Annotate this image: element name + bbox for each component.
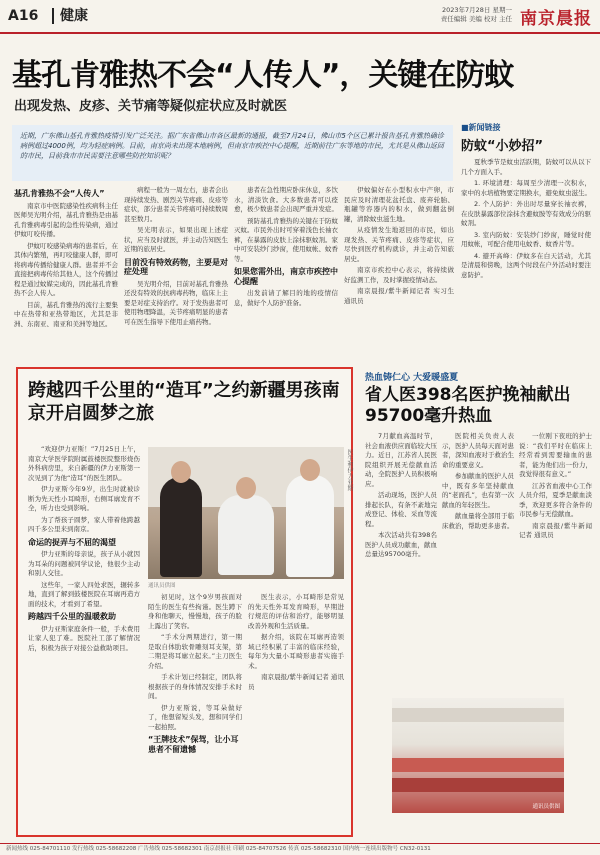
column-heading: 命运的捉弄与不屈的渴望	[28, 537, 116, 547]
blood-story-title: 省人医398名医护挽袖献出95700毫升热血	[365, 385, 571, 426]
column-heading: 跨越四千公里的温暖救助	[28, 612, 116, 621]
paragraph: 手术计划已经制定，团队将根据孩子的身体情况安排手术时间。	[148, 673, 242, 700]
paragraph: 活动现场，医护人员排起长队，有条不紊地完成登记、体检、采血等流程。	[365, 491, 437, 528]
article-column-3	[234, 186, 338, 362]
paragraph: 伊力亚斯今年9岁，出生时就被诊断为先天性小耳畸形，右侧耳廓发育不全，听力也受到影响。	[28, 485, 140, 512]
paragraph: 目前，基孔肯雅热的流行主要集中在热带和亚热带地区，尤其是非洲、东南亚、南亚和美洲等地区。	[14, 300, 118, 328]
side-tag: ■新闻链接	[461, 123, 501, 132]
paragraph: 本次活动共有398名医护人员成功献血，献血总量达95700毫升。	[365, 531, 437, 558]
featured-column-3	[248, 593, 344, 831]
featured-story-box	[16, 367, 353, 837]
byline: 南京晨报/紫牛新闻记者 通讯员	[248, 673, 344, 691]
lead-paragraph: 近期，广东佛山基孔肯雅热疫情引发广泛关注。据广东省佛山市各区最新的通报，截至7月24日，佛山市5个区已累计报告基孔肯雅热确诊病例超过4000例，均为轻症病例。目前，南京尚未出现本地病例，但南京市疾控中心提醒，近期前往广东等地的市民，尤其是从佛山返回的市民，目前我市市民需要注意哪些防控知识呢？	[12, 125, 453, 181]
byline: 南京晨报/紫牛新闻记者 实习生 通讯员	[344, 287, 454, 305]
paragraph: 医生表示，小耳畸形是常见的先天性外耳发育畸形，早期进行规范的评估和治疗，能够明显改善外观和生活质量。	[248, 593, 344, 630]
date-line: 2023年7月28日 星期一	[441, 6, 512, 14]
column-heading: 目前没有特效药物，主要是对症处理	[124, 257, 228, 276]
paragraph: 南京市中医院感染性疾病科主任医师吴光明介绍，基孔肯雅热是由基孔肯雅病毒引起的急性传染病，通过伊蚊叮咬传播。	[14, 201, 118, 238]
paragraph: 这些年，一家人四处求医，辗转多地，直到了解到鼓楼医院在耳廓再造方面的技术，才看到了希望。	[28, 580, 140, 608]
featured-column-1	[28, 445, 140, 831]
paragraph: 7月献血高温时节，社会血液供应面临较大压力。近日，江苏省人民医院组织开展无偿献血活动，全院医护人员积极响应。	[365, 432, 437, 488]
paragraph: 病程一般为一周左右，患者会出现持续发热、剧烈关节疼痛、皮疹等症状，部分患者关节疼痛可持续数周甚至数月。	[124, 186, 228, 223]
photo-banner	[392, 708, 564, 722]
paragraph: 夏秋季节是蚊虫活跃期，防蚊可以从以下几个方面入手。	[461, 158, 591, 176]
paragraph: 参加献血的医护人员中，既有多年坚持献血的“老面孔”，也有第一次献血的年轻医生。	[442, 472, 514, 509]
side-body	[461, 158, 591, 358]
main-headline: 基孔肯雅热不会“人传人”，关键在防蚊	[12, 58, 514, 93]
blood-column-2	[442, 432, 514, 694]
article-column-4	[344, 186, 454, 362]
paragraph: 2. 个人防护：外出时尽量穿长袖衣裤，在皮肤暴露部位涂抹含避蚊胺等有效成分的驱蚊剂。	[461, 200, 591, 227]
paragraph: 4. 避开高峰：伊蚊多在白天活动，尤其是清晨和傍晚，这两个时段在户外活动时要注意防护。	[461, 251, 591, 279]
column-heading: 基孔肯雅热不会“人传人”	[14, 189, 105, 198]
paragraph: 吴光明表示，如果出现上述症状，应当及时就医，并主动告知医生近期的旅居史。	[124, 226, 228, 253]
paragraph: 从疫情发生地返回的市民，如出现发热、关节疼痛、皮疹等症状，应尽快到医疗机构就诊，并主动告知旅居史。	[344, 226, 454, 263]
photo-crowd	[392, 758, 564, 772]
paragraph: 一位刚下夜班的护士说：“我们平时在临床上经常看到需要输血的患者，能为他们出一份力，我觉得很有意义。”	[519, 432, 592, 478]
blood-story-tag: 热血铸仁心 大爱暖盛夏	[365, 373, 459, 383]
paragraph: 预防基孔肯雅热的关键在于防蚊灭蚊。市民外出时可穿着浅色长袖衣裤，在暴露的皮肤上涂抹驱蚊剂。家中可安装纱门纱窗，使用蚊帐、蚊香等。	[234, 216, 338, 263]
section-name: 健康	[52, 8, 88, 24]
paragraph: 南京市疾控中心表示，将持续做好监测工作，及时掌握疫情动态。	[344, 266, 454, 284]
paragraph: “手术分两期进行，第一期是取自体肋软骨雕刻耳支架，第二期是将耳廓立起来。”主刀医生介绍。	[148, 633, 242, 670]
page-number: A16	[8, 8, 39, 24]
featured-story-title: 跨越四千公里的“造耳”之约新疆男孩南京开启圆梦之旅	[28, 380, 340, 424]
paragraph: 伊蚊偏好在小型积水中产卵，市民应及时清理花盆托盘、废弃轮胎、瓶罐等容器内的积水，做到翻盆倒罐，清除蚊虫滋生地。	[344, 186, 454, 223]
paragraph: 3. 室内防蚊：安装纱门纱窗，睡觉时使用蚊帐，可配合使用电蚊香、蚊香片等。	[461, 230, 591, 248]
column-heading: “王牌技术”保驾，让小耳患者不留遗憾	[148, 735, 239, 754]
photo-person	[160, 477, 202, 577]
main-subhead: 出现发热、皮疹、关节痛等疑似症状应及时就医	[14, 99, 288, 114]
column-heading: 如果您需外出，南京市疾控中心提醒	[234, 267, 338, 286]
paragraph: 为了帮孩子圆梦，家人带着他跨越四千多公里来到南京。	[28, 515, 140, 533]
paragraph: 伊蚊叮咬感染病毒的患者后，在其体内繁殖，再叮咬健康人群，即可将病毒传播给健康人群。患者并不会直接把病毒传给其他人，这个传播过程是通过蚊媒完成的，因此基孔肯雅热不会人传人。	[14, 241, 118, 297]
photo-credit: 通讯员供图	[532, 804, 560, 810]
photo-head	[171, 461, 191, 483]
paragraph: 江苏省血液中心工作人员介绍，夏季是献血淡季，欢迎更多符合条件的市民参与无偿献血。	[519, 481, 592, 518]
paragraph: 伊力亚斯的母亲说，孩子从小就因为耳朵的问题被同学议论，他很少主动和别人交往。	[28, 550, 140, 577]
featured-photo	[148, 447, 344, 579]
blood-donation-photo	[392, 698, 564, 813]
byline: 南京晨报/紫牛新闻记者 通讯员	[519, 521, 592, 539]
page-footer: 新闻热线 025-84701110 发行热线 025-58682208 广告热线 025-58682301 南京晨报社 印刷 025-84707526 传真 025-58682310 国内统一连续出版物号 CN32-0131	[0, 843, 600, 855]
date-block	[362, 6, 512, 24]
paragraph: 伊力亚斯家庭条件一般，手术费用让家人犯了难。医院社工部了解情况后，积极为孩子对接公益救助项目。	[28, 624, 140, 652]
paragraph: 医院相关负责人表示，医护人员每天面对患者，深知血液对于救治生命的重要意义。	[442, 432, 514, 469]
article-column-1	[14, 186, 118, 362]
editor-line: 责任编辑 美编 校对 主任	[440, 15, 512, 23]
brand-logo: 南京晨报	[520, 9, 592, 29]
paragraph: 献血量将全部用于临床救治，帮助更多患者。	[442, 512, 514, 530]
side-news-link	[461, 122, 591, 362]
photo-person	[218, 495, 274, 575]
paragraph: 吴光明介绍，目前对基孔肯雅热还没有特效的抗病毒药物，临床上主要是对症支持治疗。对于发热患者可使用物理降温，关节疼痛明显的患者可在医生指导下使用止痛药物。	[124, 279, 228, 326]
paragraph: 初见时，这个9岁男孩面对陌生的医生有些拘谨。医生蹲下身和他聊天，慢慢地，孩子的脸上露出了笑容。	[148, 593, 242, 630]
photo-head	[236, 477, 256, 499]
featured-column-2	[148, 593, 242, 831]
article-column-2	[124, 186, 228, 362]
paragraph: “欢迎伊力亚斯！”7月25日上午，南京大学医学院附属鼓楼医院整形烧伤外科病房里，来自新疆的伊力亚斯第一次见到了为他“造耳”的医生团队。	[28, 445, 140, 482]
photo-head	[300, 459, 320, 481]
photo-crowd	[392, 778, 564, 792]
paragraph: 据介绍，该院在耳廓再造领域已经积累了丰富的临床经验，每年为大量小耳畸形患者实施手术。	[248, 633, 344, 670]
paragraph: 出发前请了解目的地的疫情信息，做好个人防护准备。	[234, 289, 338, 307]
blood-column-1	[365, 432, 437, 694]
photo-person	[286, 475, 334, 577]
side-title: 防蚊“小妙招”	[461, 139, 544, 154]
blood-column-3	[519, 432, 592, 694]
paragraph: 1. 环境清理：每周至少清理一次积水，家中的水培植物要定期换水，避免蚊虫滋生。	[461, 179, 591, 197]
paragraph: 伊力亚斯说，等耳朵做好了，他想留短头发，想和同学们一起拍照。	[148, 703, 242, 731]
photo-caption: 医生和伊力亚斯	[346, 449, 353, 491]
masthead	[0, 0, 600, 34]
photo-credit: 通讯员供图	[148, 583, 176, 589]
paragraph: 患者在急性期应卧床休息，多饮水，清淡饮食。大多数患者可以痊愈，极少数患者会出现严重并发症。	[234, 186, 338, 213]
